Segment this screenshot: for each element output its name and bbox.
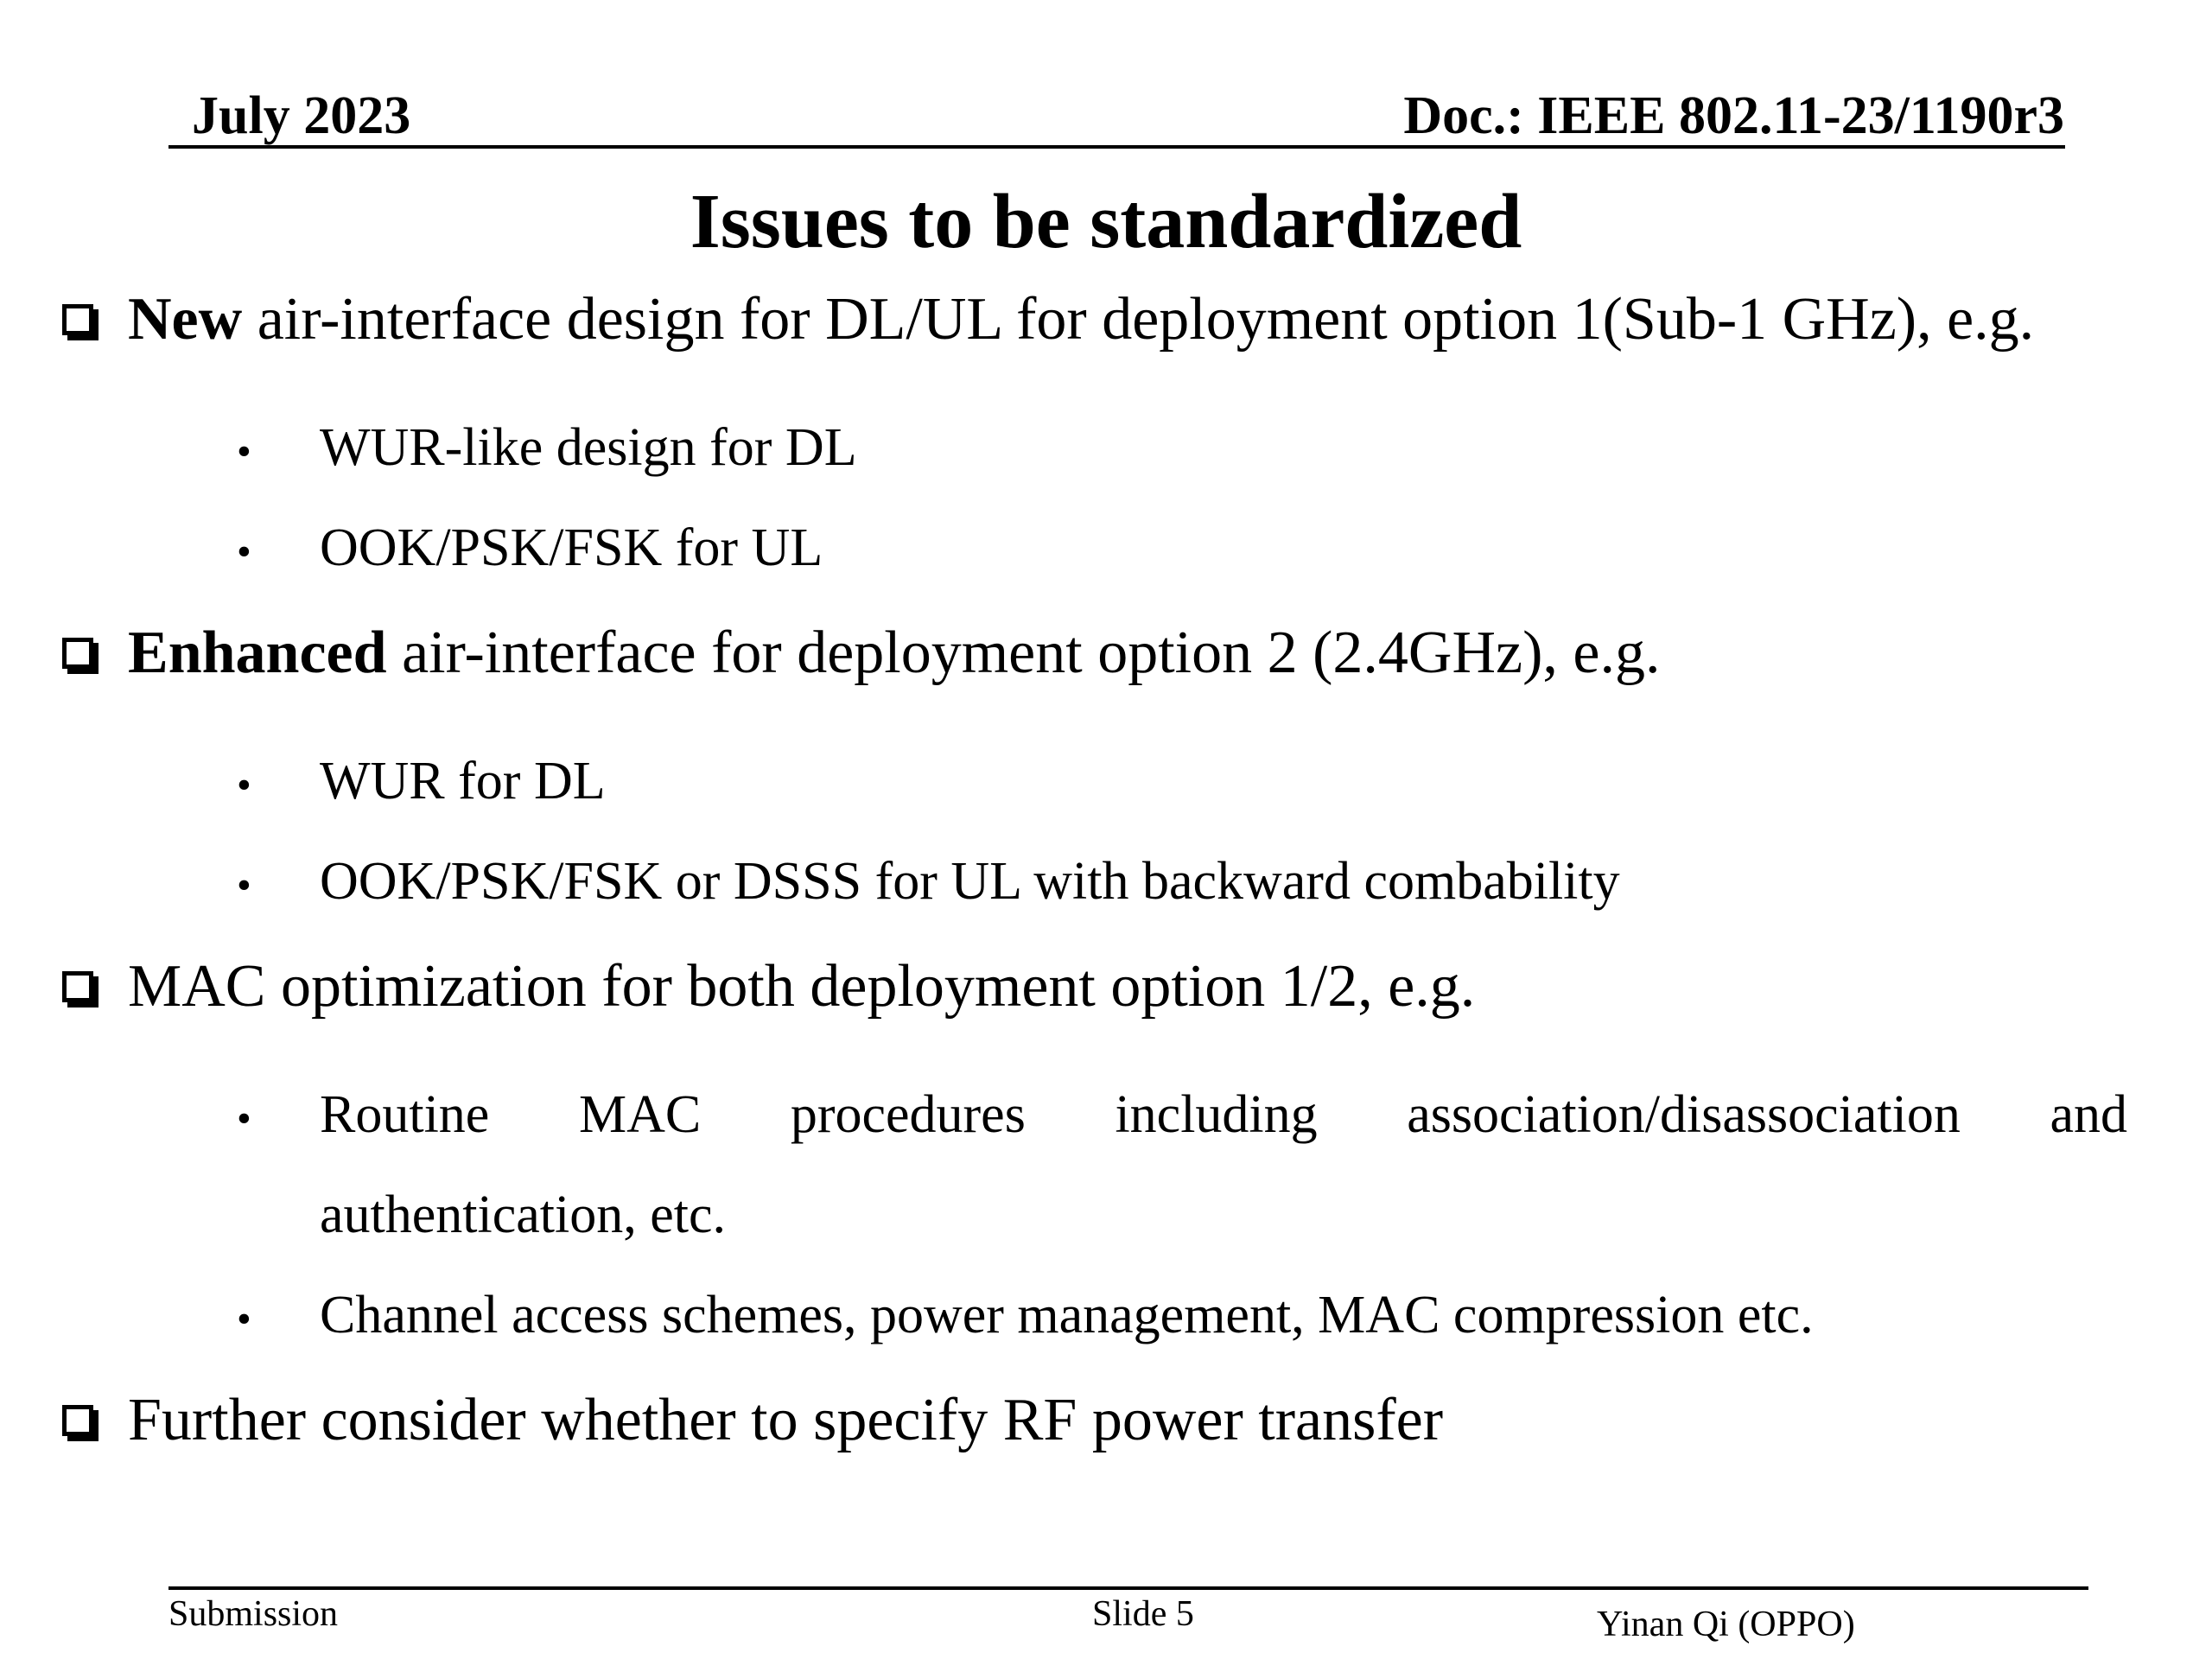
sub-bullet	[237, 847, 1620, 920]
bullet-bold: Enhanced	[128, 620, 387, 686]
bullet-text: MAC optimization for both deployment option 1/2, e.g.	[128, 953, 1476, 1020]
checkbox-bullet-icon	[62, 1405, 93, 1436]
bullet-dot-icon: •	[237, 762, 251, 808]
sub-bullet-dot	[237, 1080, 320, 1154]
justified-word: and	[2050, 1085, 2127, 1144]
justified-word: Routine	[320, 1085, 490, 1144]
checkbox-bullet-icon	[62, 304, 93, 335]
justified-word: association/disassociation	[1407, 1085, 1961, 1144]
bullet-dot-icon: •	[237, 1296, 251, 1342]
bullet-text: air-interface design for DL/UL for deployment option 1(Sub-1 GHz), e.g.	[242, 286, 2035, 353]
justified-word: MAC	[578, 1085, 702, 1144]
bullet-dot-icon: •	[237, 862, 251, 908]
sub-bullet-continuation: authentication, etc.	[320, 1185, 726, 1244]
bullet-text: Further consider whether to specify RF power transfer	[128, 1387, 1444, 1453]
bullet-mac-optimization	[62, 949, 1475, 1025]
bullet-bold: New	[128, 286, 243, 353]
sub-bullet-text: WUR for DL	[320, 752, 606, 810]
bullet-new-air-interface	[62, 282, 2034, 358]
bullet-enhanced-air-interface	[62, 615, 1660, 691]
footer-divider	[168, 1586, 2088, 1590]
sub-bullet-text: Channel access schemes, power management, MAC compression etc.	[320, 1286, 1814, 1344]
justified-word: including	[1115, 1085, 1318, 1144]
checkbox-bullet-icon	[62, 971, 93, 1002]
bullet-dot-icon: •	[237, 1096, 251, 1141]
bullet-text: air-interface for deployment option 2 (2.4GHz), e.g.	[386, 620, 1661, 686]
sub-bullet-text: OOK/PSK/FSK or DSSS for UL with backward combability	[320, 852, 1620, 911]
justified-word: procedures	[790, 1085, 1026, 1144]
sub-bullet	[237, 747, 606, 820]
sub-bullet-justified-line	[320, 1080, 2127, 1149]
sub-bullet-text: WUR-like design for DL	[320, 418, 857, 477]
bullet-dot-icon: •	[237, 429, 251, 474]
sub-bullet	[237, 513, 823, 587]
sub-bullet	[237, 1281, 1814, 1354]
slide-title: Issues to be standardized	[690, 179, 1522, 264]
checkbox-bullet-icon	[62, 638, 93, 669]
footer-slide-number: Slide 5	[1092, 1594, 1194, 1634]
header-doc-id: Doc.: IEEE 802.11-23/1190r3	[1403, 86, 2064, 145]
header-date: July 2023	[192, 86, 411, 145]
bullet-rf-power-transfer	[62, 1382, 1443, 1459]
footer-author: Yinan Qi (OPPO)	[1597, 1605, 1855, 1644]
footer-submission: Submission	[168, 1594, 339, 1634]
bullet-dot-icon: •	[237, 529, 251, 575]
header-divider	[168, 145, 2065, 149]
sub-bullet	[237, 413, 857, 486]
sub-bullet-text: OOK/PSK/FSK for UL	[320, 518, 823, 577]
